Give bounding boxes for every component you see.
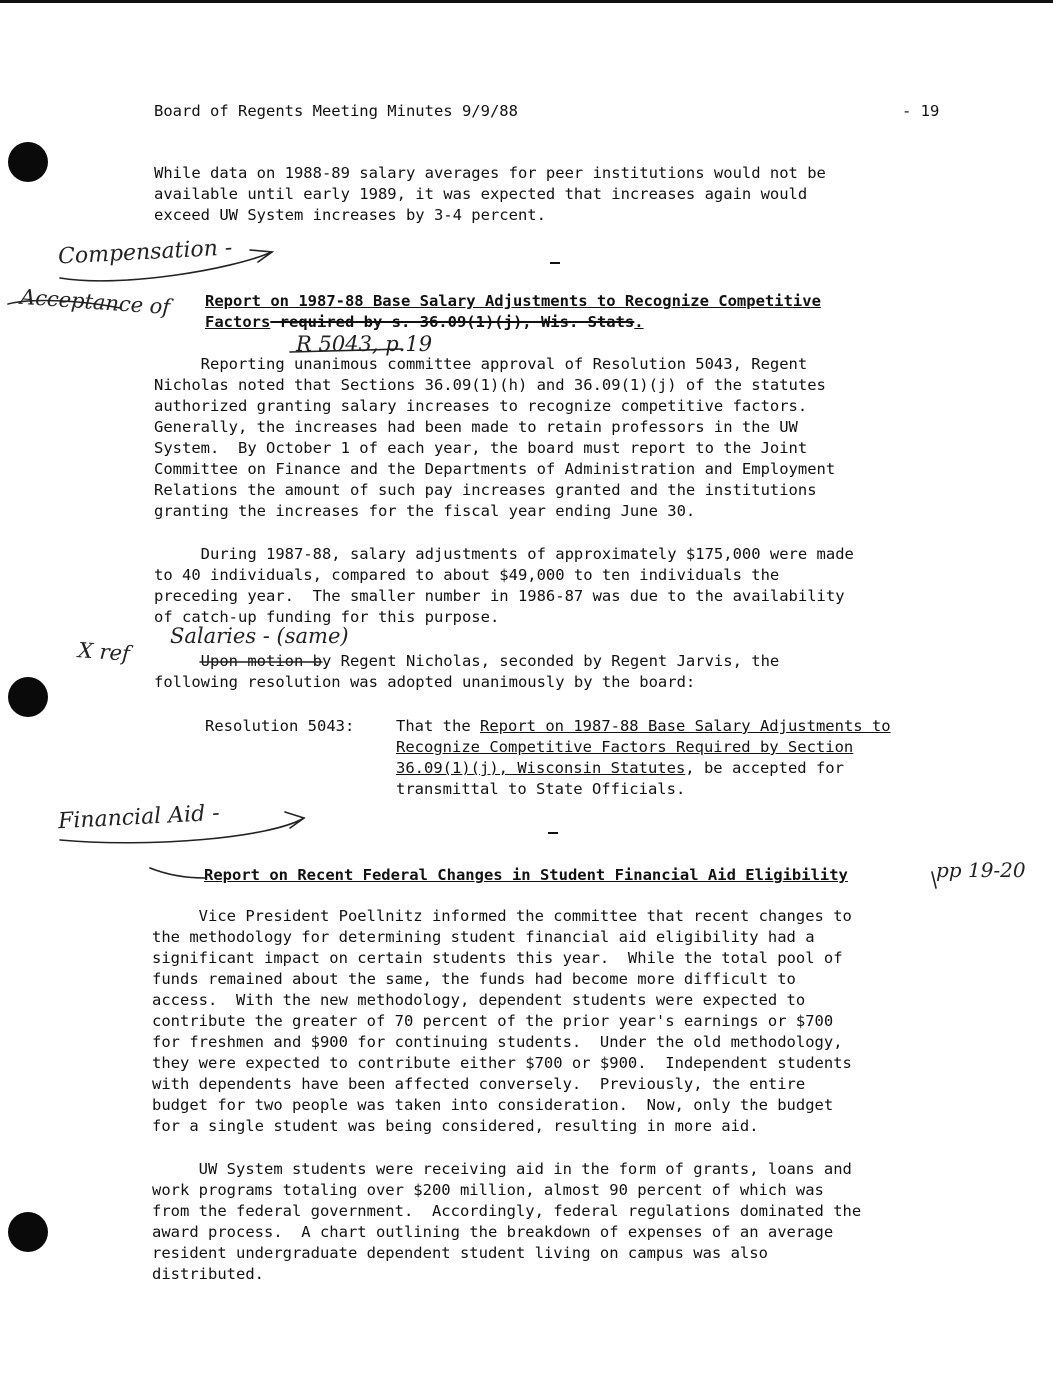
handwritten-financial-aid: Financial Aid -: [57, 800, 221, 835]
text-line: award process. A chart outlining the breakdown of expenses of an average: [152, 1223, 834, 1241]
text-line: with dependents have been affected conversely. Previously, the entire: [152, 1075, 806, 1093]
text-line: While data on 1988-89 salary averages for peer institutions would not be: [154, 164, 826, 182]
heading-factors: Factors: [205, 313, 271, 331]
handwritten-page-range: pp 19-20: [936, 858, 1026, 882]
handwritten-salaries: Salaries - (same): [170, 624, 349, 648]
page-number: - 19: [902, 102, 940, 120]
mark-after-heading: [932, 872, 936, 888]
heading-period: .: [634, 313, 644, 331]
text-line: Reporting unanimous committee approval of Resolution 5043, Regent: [154, 355, 808, 373]
text-line: work programs totaling over $200 million, almost 90 percent of which was: [152, 1181, 824, 1199]
page-header-title: Board of Regents Meeting Minutes 9/9/88: [154, 102, 518, 120]
text-line: following resolution was adopted unanimously by the board:: [154, 673, 696, 691]
text-line: Nicholas noted that Sections 36.09(1)(h) and 36.09(1)(j) of the statutes: [154, 376, 826, 394]
text-line: authorized granting salary increases to recognize competitive factors.: [154, 397, 808, 415]
text-line: exceed UW System increases by 3-4 percent.: [154, 206, 546, 224]
text-line: contribute the greater of 70 percent of the prior year's earnings or $700: [152, 1012, 834, 1030]
text-line: Upon motion by Regent Nicholas, seconded by Regent Jarvis, the: [154, 652, 780, 670]
text-line: from the federal government. Accordingly, federal regulations dominated the: [152, 1202, 862, 1220]
text-line: Relations the amount of such pay increases granted and the institutions: [154, 481, 817, 499]
resolution-rest: , be accepted for: [685, 759, 844, 777]
section-heading-salary-adjustments: Report on 1987-88 Base Salary Adjustments to Recognize Competitive: [205, 292, 821, 310]
text-line: significant impact on certain students this year. While the total pool of: [152, 949, 843, 967]
resolution-label: Resolution 5043:: [205, 717, 355, 735]
text-line: Vice President Poellnitz informed the committee that recent changes to: [152, 907, 852, 925]
text-line: granting the increases for the fiscal year ending June 30.: [154, 502, 696, 520]
underline-resolution-ref: [290, 349, 402, 352]
text-line: available until early 1989, it was expected that increases again would: [154, 185, 808, 203]
text-line: for freshmen and $900 for continuing students. Under the old methodology,: [152, 1033, 843, 1051]
text-line: funds remained about the same, the funds had become more difficult to: [152, 970, 796, 988]
text-line: UW System students were receiving aid in the form of grants, loans and: [152, 1160, 852, 1178]
text-line: to 40 individuals, compared to about $49,000 to ten individuals the: [154, 566, 780, 584]
text-line: Generally, the increases had been made to retain professors in the UW: [154, 418, 798, 436]
text-line: access. With the new methodology, dependent students were expected to: [152, 991, 806, 1009]
arrow-to-heading: [150, 868, 205, 878]
text-line: Committee on Finance and the Departments of Administration and Employment: [154, 460, 836, 478]
handwritten-xref: X ref: [77, 638, 131, 666]
text-line: the methodology for determining student financial aid eligibility had a: [152, 928, 815, 946]
text-line: they were expected to contribute either $700 or $900. Independent students: [152, 1054, 852, 1072]
arrow-acceptance: [8, 301, 120, 308]
resolution-line: Recognize Competitive Factors Required by Section: [396, 738, 854, 756]
section-heading-financial-aid: Report on Recent Federal Changes in Student Financial Aid Eligibility: [204, 866, 848, 884]
text-line: of catch-up funding for this purpose.: [154, 608, 500, 626]
arrow-compensation: [60, 252, 272, 281]
arrow-financial-aid: [60, 818, 304, 843]
text-line: resident undergraduate dependent student living on campus was also: [152, 1244, 768, 1262]
text-line: budget for two people was taken into consideration. Now, only the budget: [152, 1096, 834, 1114]
resolution-report-title: Report on 1987-88 Base Salary Adjustments to: [480, 717, 891, 735]
text-line: preceding year. The smaller number in 1986-87 was due to the availability: [154, 587, 845, 605]
resolution-statute: 36.09(1)(j), Wisconsin Statutes: [396, 759, 686, 777]
text-line: for a single student was being considered, resulting in more aid.: [152, 1117, 759, 1135]
resolution-lead: That the: [396, 717, 480, 735]
text-line: During 1987-88, salary adjustments of approximately $175,000 were made: [154, 545, 854, 563]
handwritten-acceptance-of: Acceptance of: [19, 284, 171, 320]
text-line: System. By October 1 of each year, the board must report to the Joint: [154, 439, 808, 457]
handwritten-compensation: Compensation -: [57, 235, 233, 270]
handwritten-resolution-ref: R 5043, p.19: [296, 332, 433, 356]
struck-citation: required by s. 36.09(1)(j), Wis. Stats: [270, 313, 635, 331]
text-line: distributed.: [152, 1265, 264, 1283]
resolution-line: transmittal to State Officials.: [396, 780, 686, 798]
